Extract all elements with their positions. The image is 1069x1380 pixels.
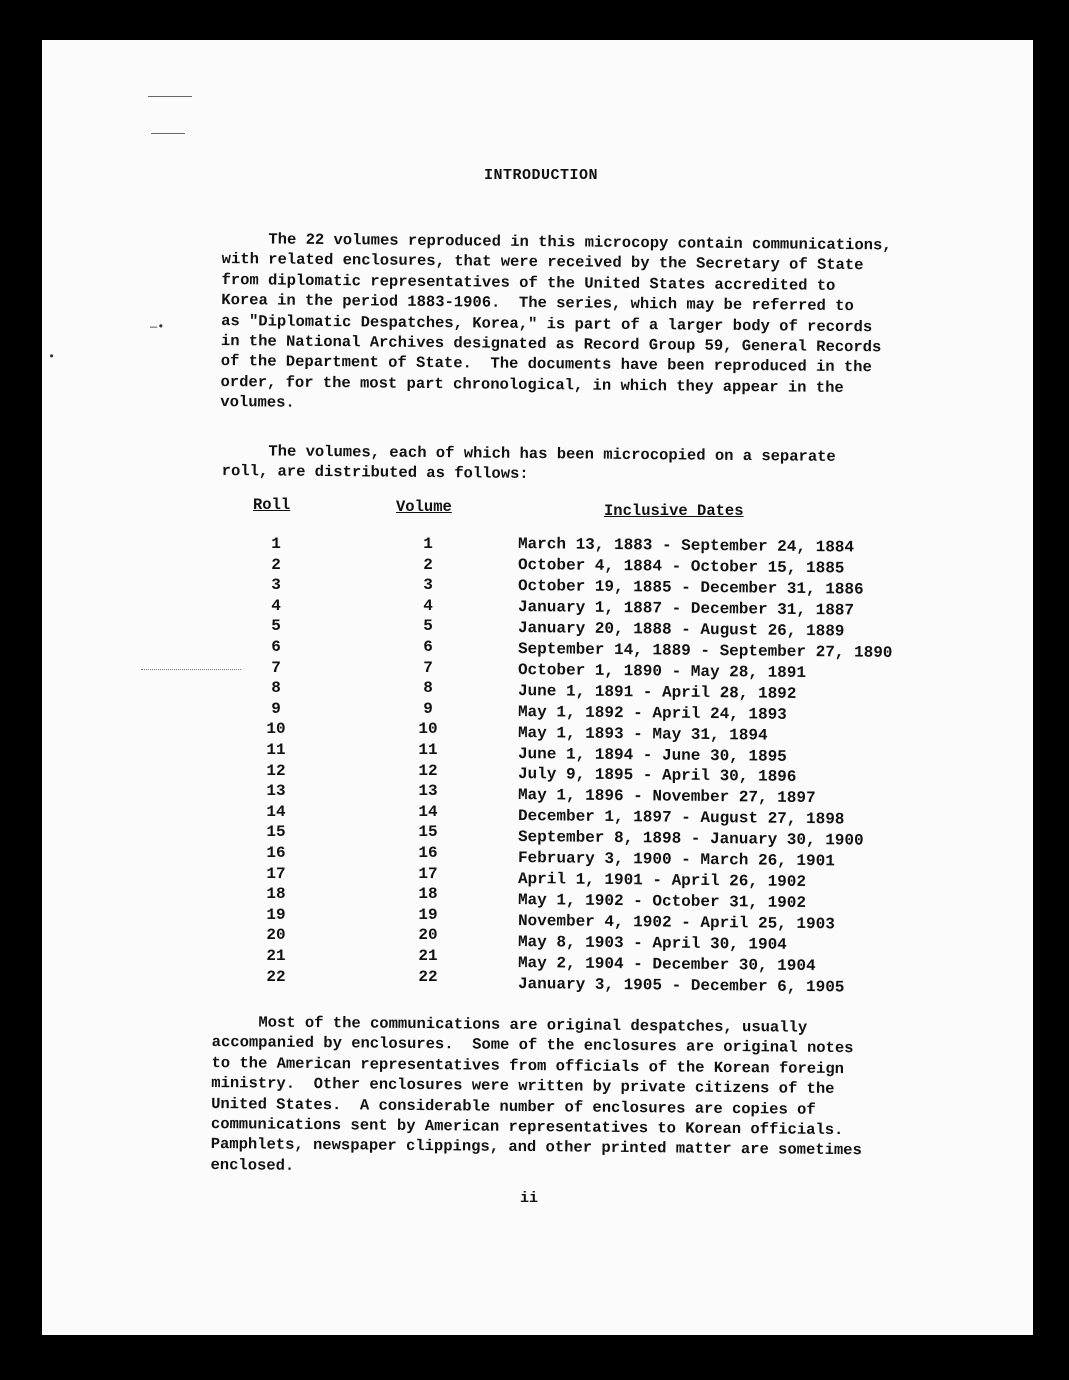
dates-cell: September 8, 1898 - January 30, 1900 [517, 828, 864, 850]
dates-cell: May 2, 1904 - December 30, 1904 [517, 954, 816, 976]
dates-cell: June 1, 1894 - June 30, 1895 [517, 744, 787, 766]
volume-cell: 18 [418, 885, 438, 904]
table-row [0, 596, 1069, 620]
dates-cell: February 3, 1900 - March 26, 1901 [517, 849, 835, 871]
dates-cell: May 1, 1896 - November 27, 1897 [517, 786, 816, 808]
text-line: United States. A considerable number of enclosures are copies of [211, 1094, 816, 1119]
text-line: enclosed. [210, 1155, 295, 1175]
dates-cell: September 14, 1889 - September 27, 1890 [517, 639, 893, 662]
dates-cell: November 4, 1902 - April 25, 1903 [517, 912, 835, 934]
paragraph-intro [220, 229, 891, 419]
volume-cell: 20 [418, 926, 438, 945]
table-row [0, 802, 1069, 829]
table-row [0, 638, 1069, 662]
roll-cell: 13 [266, 782, 286, 801]
roll-cell: 5 [271, 617, 281, 636]
column-header-dates: Inclusive Dates [604, 502, 744, 520]
table-row [0, 576, 1069, 599]
dates-cell: July 9, 1895 - April 30, 1896 [517, 765, 797, 787]
column-header-roll: Roll [253, 496, 291, 514]
table-row [0, 741, 1069, 766]
dates-cell: January 20, 1888 - August 26, 1889 [517, 618, 845, 641]
volume-cell: 8 [423, 679, 433, 698]
text-line: in the National Archives designated as Record Group 59, General Records [220, 332, 882, 357]
volume-cell: 13 [418, 782, 438, 801]
volume-cell: 5 [423, 617, 433, 636]
text-line: Most of the communications are original despatches, usually [211, 1012, 808, 1037]
dates-cell: December 1, 1897 - August 27, 1898 [517, 807, 845, 829]
table-row [0, 782, 1069, 808]
table-row [0, 947, 1069, 976]
table-row [0, 658, 1069, 682]
roll-cell: 14 [266, 802, 286, 821]
dates-cell: May 1, 1902 - October 31, 1902 [517, 891, 807, 913]
volume-cell: 16 [418, 844, 438, 862]
roll-cell: 7 [271, 658, 281, 677]
table-row [0, 720, 1069, 745]
text-line: The volumes, each of which has been microcopied on a separate [221, 441, 836, 466]
table-row [0, 535, 1069, 555]
roll-cell: 18 [266, 885, 286, 904]
table-row [0, 864, 1069, 892]
table-row [0, 885, 1069, 913]
roll-cell: 9 [271, 699, 281, 718]
text-line: volumes. [220, 393, 295, 412]
text-line: The 22 volumes reproduced in this microcopy contain communications, [221, 229, 892, 255]
volume-cell: 1 [423, 535, 433, 553]
roll-cell: 4 [271, 596, 281, 615]
text-line: ministry. Other enclosures were written by private citizens of the [211, 1074, 835, 1099]
margin-rule [148, 96, 192, 97]
roll-cell: 12 [266, 761, 286, 780]
text-line: of the Department of State. The documents have been reproduced in the [220, 352, 872, 377]
volume-cell: 7 [423, 658, 433, 677]
volume-cell: 17 [418, 864, 438, 883]
roll-cell: 16 [266, 844, 286, 862]
volume-cell: 9 [423, 699, 433, 718]
roll-cell: 1 [271, 535, 281, 553]
roll-cell: 17 [266, 864, 286, 883]
dates-cell: October 19, 1885 - December 31, 1886 [517, 576, 864, 599]
volume-cell: 15 [418, 823, 438, 842]
table-row [0, 844, 1069, 871]
volume-cell: 4 [423, 596, 433, 615]
volume-cell: 6 [423, 638, 433, 656]
dates-cell: May 1, 1892 - April 24, 1893 [517, 702, 787, 724]
table-row [0, 967, 1069, 997]
dates-cell: March 13, 1883 - September 24, 1884 [517, 535, 855, 557]
table-row [0, 905, 1069, 934]
text-line: communications sent by American representatives to Korean officials. [210, 1115, 844, 1140]
roll-cell: 15 [266, 823, 286, 842]
paragraph-contents [210, 1012, 863, 1181]
text-line: roll, are distributed as follows: [221, 462, 529, 484]
text-line: from diplomatic representatives of the United States accredited to [221, 270, 836, 295]
roll-cell: 19 [266, 905, 286, 924]
table-row [0, 761, 1069, 787]
margin-mark: —• [150, 320, 165, 334]
text-line: Pamphlets, newspaper clippings, and other printed matter are sometimes [210, 1135, 862, 1160]
volume-cell: 14 [418, 802, 438, 821]
volume-cell: 22 [418, 967, 438, 986]
dates-cell: October 4, 1884 - October 15, 1885 [517, 555, 845, 578]
roll-cell: 10 [266, 720, 286, 739]
dates-cell: April 1, 1901 - April 26, 1902 [517, 870, 807, 892]
volume-cell: 21 [418, 947, 438, 965]
roll-cell: 22 [266, 967, 286, 986]
volume-cell: 19 [418, 905, 438, 924]
text-line: accompanied by enclosures. Some of the enclosures are original notes [211, 1033, 854, 1058]
roll-cell: 21 [266, 947, 286, 965]
table-row [0, 926, 1069, 954]
roll-cell: 8 [271, 679, 281, 698]
text-line: Korea in the period 1883-1906. The series, which may be referred to [221, 291, 854, 316]
roll-cell: 2 [271, 555, 281, 574]
volume-cell: 2 [423, 555, 433, 574]
volume-cell: 11 [418, 741, 438, 759]
table-row [0, 699, 1069, 724]
table-row [0, 823, 1069, 850]
margin-mark: • [48, 350, 56, 364]
text-line: to the American representatives from officials of the Korean foreign [211, 1053, 845, 1078]
column-header-volume: Volume [396, 498, 452, 516]
margin-rule [151, 133, 185, 134]
text-line: order, for the most part chronological, in which they appear in the [220, 372, 844, 397]
roll-cell: 6 [271, 638, 281, 656]
table-row [0, 679, 1069, 703]
dates-cell: October 1, 1890 - May 28, 1891 [517, 660, 807, 682]
roll-cell: 20 [266, 926, 286, 945]
volume-cell: 3 [423, 576, 433, 595]
text-line: as "Diplomatic Despatches, Korea," is part of a larger body of records [221, 311, 873, 336]
dates-cell: June 1, 1891 - April 28, 1892 [517, 681, 797, 703]
text-line: with related enclosures, that were received by the Secretary of State [221, 250, 864, 275]
page-number: ii [520, 1190, 539, 1207]
roll-cell: 3 [271, 576, 281, 595]
volume-cell: 12 [418, 761, 438, 780]
volume-cell: 10 [418, 720, 438, 739]
roll-cell: 11 [266, 741, 286, 759]
dates-cell: May 1, 1893 - May 31, 1894 [517, 723, 768, 745]
table-row [0, 617, 1069, 641]
paragraph-distribution [222, 441, 836, 488]
dates-cell: January 1, 1887 - December 31, 1887 [517, 597, 855, 620]
dates-cell: January 3, 1905 - December 6, 1905 [517, 974, 845, 997]
table-row [0, 556, 1069, 576]
page-title: INTRODUCTION [484, 167, 599, 184]
dates-cell: May 8, 1903 - April 30, 1904 [517, 933, 787, 954]
